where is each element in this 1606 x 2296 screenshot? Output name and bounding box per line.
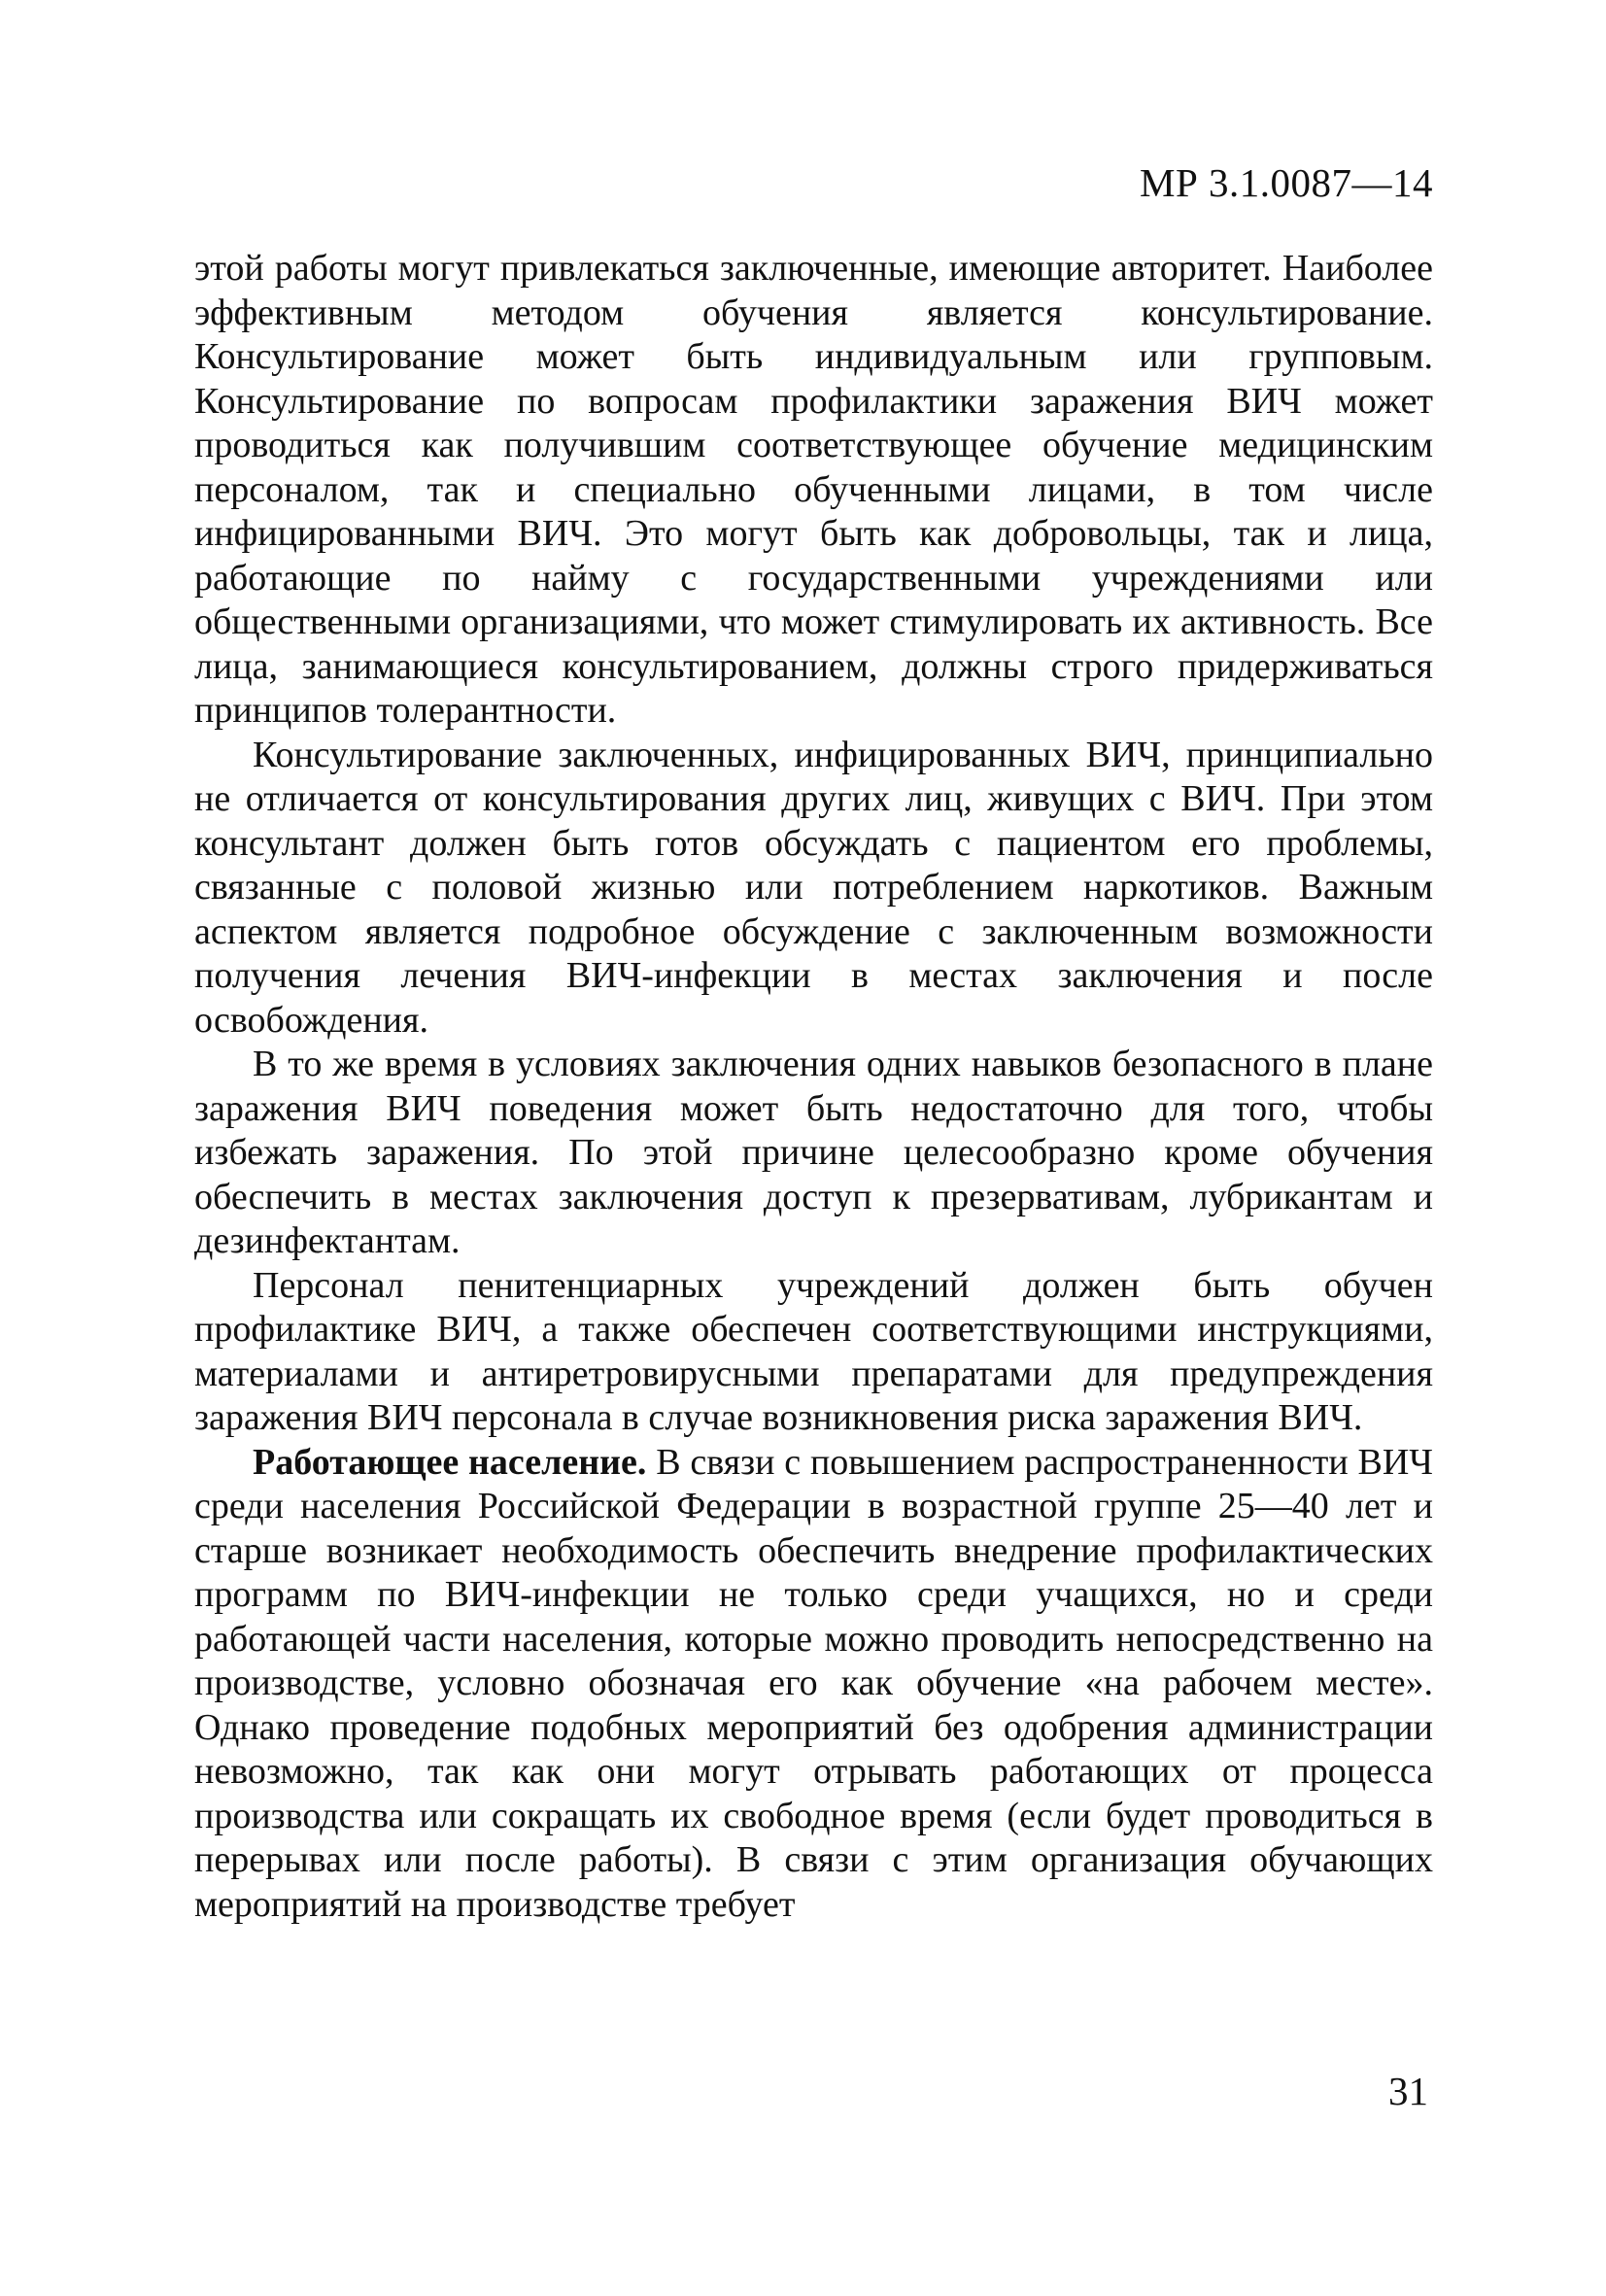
paragraph-penitentiary-staff bbox=[194, 1264, 1433, 1441]
page-number: 31 bbox=[1388, 2069, 1428, 2113]
paragraph-text: Консультирование заключенных, инфицированных ВИЧ, принципиально не отличается от консультирования других лиц, живущих с ВИЧ. При этом консультант должен быть готов обсуждать с пациентом его проблемы, связанные с половой жизнью или потреблением наркотиков. Важным аспектом является подробное обсуждение с заключенным возможности получения лечения ВИЧ-инфекции в местах заключения и после освобождения. bbox=[194, 734, 1433, 1041]
paragraph-text: Персонал пенитенциарных учреждений должен быть обучен профилактике ВИЧ, а также обеспечен соответствующими инструкциями, материалами и антиретровирусными препаратами для предупреждения заражения ВИЧ персонала в случае возникновения риска заражения ВИЧ. bbox=[194, 1264, 1433, 1438]
paragraph-text: В связи с повышением распространенности ВИЧ среди населения Российской Федерации в возрастной группе 25—40 лет и старше возникает необходимость обеспечить внедрение профилактических программ по ВИЧ-инфекции не только среди учащихся, но и среди работающей части населения, которые можно проводить непосредственно на производстве, условно обозначая его как обучение «на рабочем месте». Однако проведение подобных мероприятий без одобрения администрации невозможно, так как они могут отрывать работающих от процесса производства или сокращать их свободное время (если будет проводиться в перерывах или после работы). В связи с этим организация обучающих мероприятий на производстве требует bbox=[194, 1441, 1433, 1925]
paragraph-working-population bbox=[194, 1441, 1433, 1928]
document-code-header: МР 3.1.0087—14 bbox=[1139, 160, 1433, 205]
body-text bbox=[194, 247, 1433, 1927]
paragraph-lead: Работающее население. bbox=[253, 1441, 647, 1483]
paragraph-counseling-prisoners bbox=[194, 734, 1433, 1044]
paragraph-text: В то же время в условиях заключения одних навыков безопасного в плане заражения ВИЧ поведения может быть недостаточно для того, чтобы избежать заражения. По этой причине целесообразно кроме обучения обеспечить в местах заключения доступ к презервативам, лубрикантам и дезинфектантам. bbox=[194, 1044, 1433, 1261]
paragraph-text: этой работы могут привлекаться заключенные, имеющие авторитет. Наиболее эффективным методом обучения является консультирование. Консультирование может быть индивидуальным или групповым. Консультирование по вопросам профилактики заражения ВИЧ может проводиться как получившим соответствующее обучение медицинским персоналом, так и специально обученными лицами, в том числе инфицированными ВИЧ. Это могут быть как добровольцы, так и лица, работающие по найму с государственными учреждениями или общественными организациями, что может стимулировать их активность. Все лица, занимающиеся консультированием, должны строго придерживаться принципов толерантности. bbox=[194, 248, 1433, 731]
paragraph-continuation bbox=[194, 247, 1433, 734]
paragraph-safe-behavior bbox=[194, 1043, 1433, 1264]
